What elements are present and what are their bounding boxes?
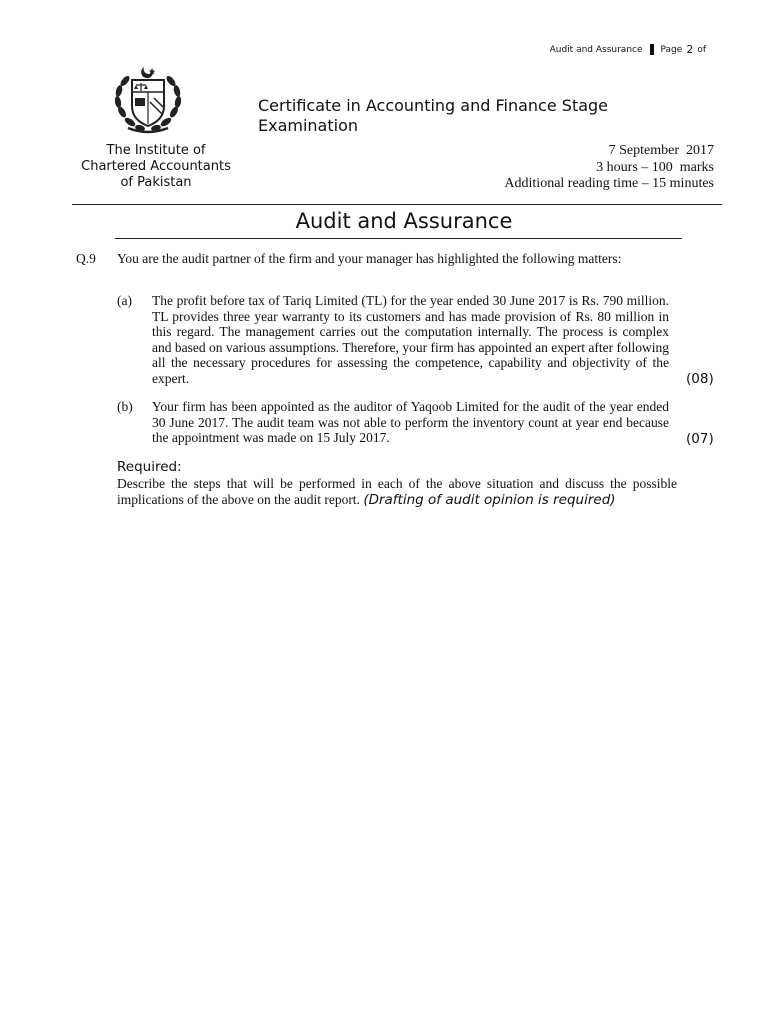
part-b-label: (b) (117, 399, 133, 414)
required-paragraph (117, 476, 677, 508)
exam-meta (504, 143, 714, 193)
divider-bottom (115, 238, 682, 239)
running-header (550, 43, 706, 56)
header-subject: Audit and Assurance (549, 44, 643, 55)
part-b-text: Your firm has been appointed as the auditor of Yaqoob Limited for the audit of the year ended 30 June 2017. The audit team was not able to perform the inventory count at year end because the appointment was made on 15 July 2017. (152, 399, 669, 446)
required-text: Describe the steps that will be performed in each of the above situation and discuss the possible implications of the above on the audit report. (117, 476, 677, 507)
institute-line-1: The Institute of (106, 143, 206, 158)
exam-reading-time: Additional reading time – 15 minutes (504, 176, 714, 191)
required-label: Required: (117, 459, 182, 475)
institute-line-3: of Pakistan (120, 175, 192, 190)
header-page-of: of (697, 44, 706, 55)
part-a-marks: (08) (686, 371, 714, 387)
part-b-marks: (07) (686, 431, 714, 447)
part-a-text: The profit before tax of Tariq Limited (TL) for the year ended 30 June 2017 is Rs. 790 million. TL provides three year warranty to its customers and has made provision of Rs. 80 million in this regard. The management carries out the computation internally. The process is complex and based on various assumptions. Therefore, your firm has appointed an expert after following all the necessary procedures for assessing the competence, capability and objectivity of the expert. (152, 293, 669, 386)
institute-line-2: Chartered Accountants (81, 159, 231, 174)
exam-title: Certificate in Accounting and Finance Stage Examination (258, 96, 609, 135)
part-a-label: (a) (117, 293, 132, 308)
header-page-number: 2 (686, 43, 694, 56)
question-intro: You are the audit partner of the firm and your manager has highlighted the following matters: (117, 251, 622, 266)
institute-name (72, 143, 240, 191)
institute-crest-icon (110, 62, 186, 138)
header-separator (650, 44, 654, 55)
required-note: (Drafting of audit opinion is required) (363, 492, 616, 508)
header-page-label: Page (660, 44, 683, 55)
paper-title: Audit and Assurance (295, 209, 513, 233)
exam-date: 7 September 2017 (608, 143, 714, 158)
exam-duration: 3 hours – 100 marks (596, 159, 714, 175)
question-number: Q.9 (76, 251, 96, 266)
divider-top (72, 204, 722, 205)
